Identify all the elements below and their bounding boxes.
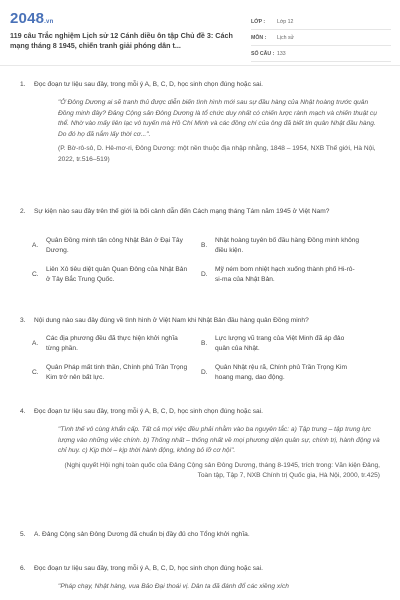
option-letter: C.	[32, 369, 39, 376]
meta-row-subject	[251, 30, 391, 46]
question-4	[20, 407, 382, 482]
question-source: (P. Bờ-rô-sô, D. Hê-mơ-ri, Đông Dương: một nền thuộc địa nhập nhằng, 1848 – 1954, NXB Thế giới, Hà Nội, 2022, tr.516–519)	[58, 145, 376, 163]
question-text: Đọc đoạn tư liệu sau đây, trong mỗi ý A, B, C, D, học sinh chọn đúng hoặc sai.	[34, 81, 263, 88]
option-text: Liên Xô tiêu diệt quân Quan Đông của Nhật Bản ở Tây Bắc Trung Quốc.	[46, 266, 188, 283]
option-text: Nhật hoàng tuyên bố đầu hàng Đồng minh không điều kiện.	[215, 237, 360, 254]
question-quote: "Tình thế vô cùng khẩn cấp. Tất cả mọi việc đều phải nhằm vào ba nguyên tắc: a) Tập trung – tập trung lực lượng vào những việc chính. b) Thống nhất – thống nhất về mọi phương diện quân sự, chính trị, hành động và chỉ huy. c) Kịp thời – kịp thời hành động, không bỏ lỡ cơ hội".	[58, 426, 380, 454]
question-number: 6.	[20, 565, 26, 572]
question-number: 1.	[20, 81, 26, 88]
meta-row-class	[251, 14, 391, 30]
question-number: 4.	[20, 408, 26, 415]
question-source: (Nghị quyết Hội nghị toàn quốc của Đảng Cộng sản Đông Dương, tháng 8-1945, trích trong: Văn kiện Đảng, Toàn tập, Tập 7, NXB Chính trị Quốc gia, Hà Nội, 2000, tr.425)	[64, 461, 380, 479]
option-text: Các địa phương đều đã thực hiện khởi nghĩa từng phần.	[46, 335, 178, 352]
answer-option-b[interactable]	[201, 334, 360, 354]
option-letter: A.	[32, 242, 39, 249]
question-5	[20, 530, 382, 540]
meta-value-subject: Lịch sử	[277, 34, 295, 41]
option-letter: B.	[201, 340, 208, 347]
option-letter: D.	[201, 271, 208, 278]
answer-option-c[interactable]	[32, 363, 191, 383]
question-number: 2.	[20, 208, 26, 215]
page-header	[0, 0, 400, 66]
option-letter: C.	[32, 271, 39, 278]
meta-key-subject: MÔN :	[251, 34, 267, 41]
meta-value-question-count: 133	[277, 50, 286, 57]
question-2	[20, 207, 382, 217]
question-number: 3.	[20, 317, 26, 324]
answer-option-a[interactable]	[32, 334, 191, 354]
meta-value-class: Lớp 12	[277, 18, 294, 25]
question-text: Sự kiện nào sau đây trên thế giới là bối cảnh dẫn đến Cách mạng tháng Tám năm 1945 ở Việt Nam?	[34, 208, 330, 215]
option-text: Quân Pháp mất tinh thần, Chính phủ Trần Trọng Kim trở nên bất lực.	[46, 364, 188, 381]
question-text: Nội dung nào sau đây đúng về tình hình ở Việt Nam khi Nhật Bản đầu hàng quân Đồng minh?	[34, 317, 309, 324]
answer-option-d[interactable]	[201, 363, 360, 383]
question-number: 5.	[20, 531, 26, 538]
meta-key-question-count: SỐ CÂU :	[251, 50, 275, 57]
option-text: Quân Đồng minh tấn công Nhật Bản ở Đại Tây Dương.	[46, 237, 183, 254]
option-text: Quân Nhật rệu rã, Chính phủ Trần Trọng Kim hoang mang, dao động.	[215, 364, 347, 381]
answer-option-c[interactable]	[32, 265, 191, 285]
question-text: A. Đảng Cộng sản Đông Dương đã chuẩn bị đầy đủ cho Tổng khởi nghĩa.	[34, 531, 250, 538]
question-6	[20, 564, 382, 593]
answer-options-q2	[32, 236, 360, 285]
document-meta	[251, 14, 391, 62]
question-text: Đọc đoạn tư liệu sau đây, trong mỗi ý A, B, C, D, học sinh chọn đúng hoặc sai.	[34, 408, 263, 415]
option-text: Lực lượng vũ trang của Việt Minh đã áp đảo quân của Nhật.	[215, 335, 345, 352]
answer-option-d[interactable]	[201, 265, 360, 285]
option-letter: A.	[32, 340, 39, 347]
question-text: Đọc đoạn tư liệu sau đây, trong mỗi ý A, B, C, D, học sinh chọn đúng hoặc sai.	[34, 565, 263, 572]
question-1	[20, 80, 382, 165]
question-3	[20, 316, 382, 326]
question-quote: "Pháp chạy, Nhật hàng, vua Bảo Đại thoái vị. Dân ta đã đánh đổ các xiềng xích	[58, 583, 289, 590]
document-title: 119 câu Trắc nghiệm Lịch sử 12 Cánh diều ôn tập Chủ đề 3: Cách mạng tháng 8 1945, chiến tranh giải phóng dân t...	[10, 31, 233, 50]
logo-suffix-text: .vn	[44, 19, 54, 25]
answer-option-b[interactable]	[201, 236, 360, 256]
answer-options-q3	[32, 334, 360, 383]
option-letter: D.	[201, 369, 208, 376]
option-text: Mỹ ném bom nhiệt hạch xuống thành phố Hi-rô-si-ma của Nhật Bản.	[215, 266, 355, 283]
answer-option-a[interactable]	[32, 236, 191, 256]
logo-main-text: 2048	[10, 10, 45, 27]
option-letter: B.	[201, 242, 208, 249]
meta-key-class: LỚP :	[251, 18, 266, 25]
meta-row-question-count	[251, 46, 391, 62]
question-quote: "Ở Đông Dương ai sẽ tranh thủ được diễn biến tình hình mới sau sự đầu hàng của Nhật hoàng trước quân Đồng minh đây? Đảng Cộng sản Đông Dương là tổ chức duy nhất có chiến lược rành mạch và chiến thuật cụ thể. Nhờ vào mấy liên lạc vô tuyến mà Hồ Chí Minh và các đồng chí của ông đã biết tin quân Nhật đầu hàng. Do đó họ đã nắm lấy thời cơ...".	[58, 99, 377, 138]
site-logo[interactable]	[10, 10, 53, 27]
